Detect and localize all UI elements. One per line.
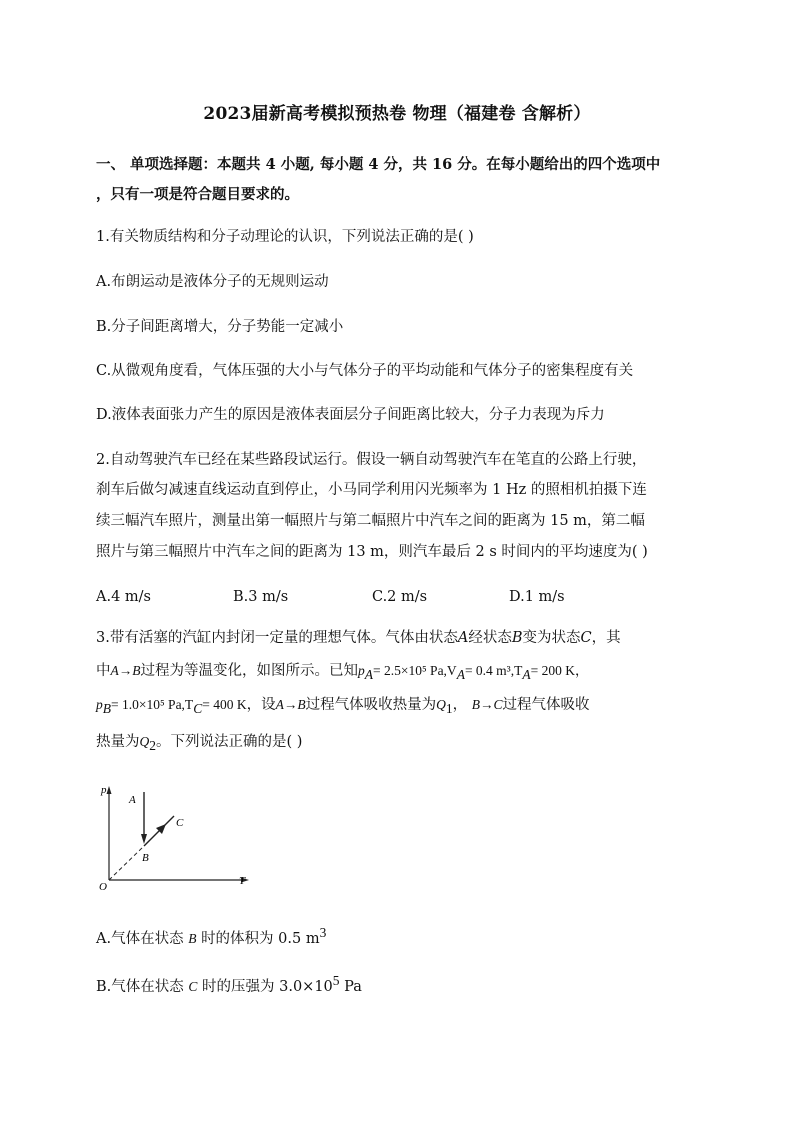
point-label-c: C bbox=[176, 817, 184, 829]
q3-stem-line4: 热量为$Q_2$。下列说法正确的是( ) bbox=[96, 734, 303, 753]
process-a-b-arrowhead bbox=[141, 834, 147, 844]
q2-option-b: B.3 m/s bbox=[233, 589, 289, 605]
q3-stem-line2: 中A→B过程为等温变化，如图所示。已知$p_A= 2.5\times 10^5$ $Pa,V_A= 0.4$ $m^3,T_A= 200$ K， bbox=[96, 663, 589, 682]
q3-option-a: A.气体在状态 B 时的体积为 0.5 $m^3$ bbox=[96, 925, 327, 947]
point-label-a: A bbox=[129, 794, 136, 806]
q3-stem-line3: $p_B= 1.0\times 10^5$ $Pa,T_C= 400$ K，设A→B过程气体吸收热量为$Q_1$， B→C过程气体吸收 bbox=[96, 697, 590, 716]
section-heading-line2: ，只有一项是符合题目要求的。 bbox=[96, 186, 299, 203]
q2-stem-line1: 2.自动驾驶汽车已经在某些路段试运行。假设一辆自动驾驶汽车在笔直的公路上行驶， bbox=[96, 452, 647, 468]
q2-option-a: A.4 m/s bbox=[96, 589, 151, 605]
q2-stem-line2: 刹车后做匀减速直线运动直到停止，小马同学利用闪光频率为 1 Hz 的照相机拍摄下连 bbox=[96, 482, 647, 498]
point-label-b: B bbox=[142, 852, 149, 864]
q1-stem: 1.有关物质结构和分子动理论的认识，下列说法正确的是( ) bbox=[96, 229, 474, 245]
section-heading-line1: 一、 单项选择题：本题共 4 小题, 每小题 4 分，共 16 分。在每小题给出的四个选项中 bbox=[96, 156, 661, 173]
q1-option-b: B.分子间距离增大，分子势能一定减小 bbox=[96, 319, 344, 335]
q1-option-c: C.从微观角度看，气体压强的大小与气体分子的平均动能和气体分子的密集程度有关 bbox=[96, 363, 634, 379]
dashed-line-origin-b bbox=[109, 846, 144, 880]
q2-stem-line4: 照片与第三幅照片中汽车之间的距离为 13 m，则汽车最后 2 s 时间内的平均速度为( ) bbox=[96, 544, 648, 560]
q1-option-d: D.液体表面张力产生的原因是液体表面层分子间距离比较大，分子力表现为斥力 bbox=[96, 407, 605, 423]
axis-label-t: T bbox=[239, 875, 246, 887]
page-title: 2023届新高考模拟预热卷 物理（福建卷 含解析） bbox=[203, 104, 591, 124]
q3-option-b: B.气体在状态 C 时的压强为 $3.0\times 10^5$ Pa bbox=[96, 973, 362, 995]
process-b-c-tail bbox=[163, 816, 174, 827]
q2-option-c: C.2 m/s bbox=[372, 589, 428, 605]
axis-label-p: p bbox=[101, 784, 107, 796]
p-axis-arrowhead bbox=[107, 786, 112, 794]
section-heading bbox=[96, 150, 706, 210]
q3-stem-line1: 3.带有活塞的汽缸内封闭一定量的理想气体。气体由状态A经状态B变为状态C，其 bbox=[96, 630, 621, 646]
q3-pt-diagram bbox=[97, 780, 257, 895]
q2-stem-line3: 续三幅汽车照片，测量出第一幅照片与第二幅照片中汽车之间的距离为 15 m，第二幅 bbox=[96, 513, 645, 529]
q1-option-a: A.布朗运动是液体分子的无规则运动 bbox=[96, 274, 329, 290]
origin-label: O bbox=[99, 881, 107, 893]
process-b-c-line bbox=[144, 829, 161, 846]
q2-option-d: D.1 m/s bbox=[509, 589, 565, 605]
